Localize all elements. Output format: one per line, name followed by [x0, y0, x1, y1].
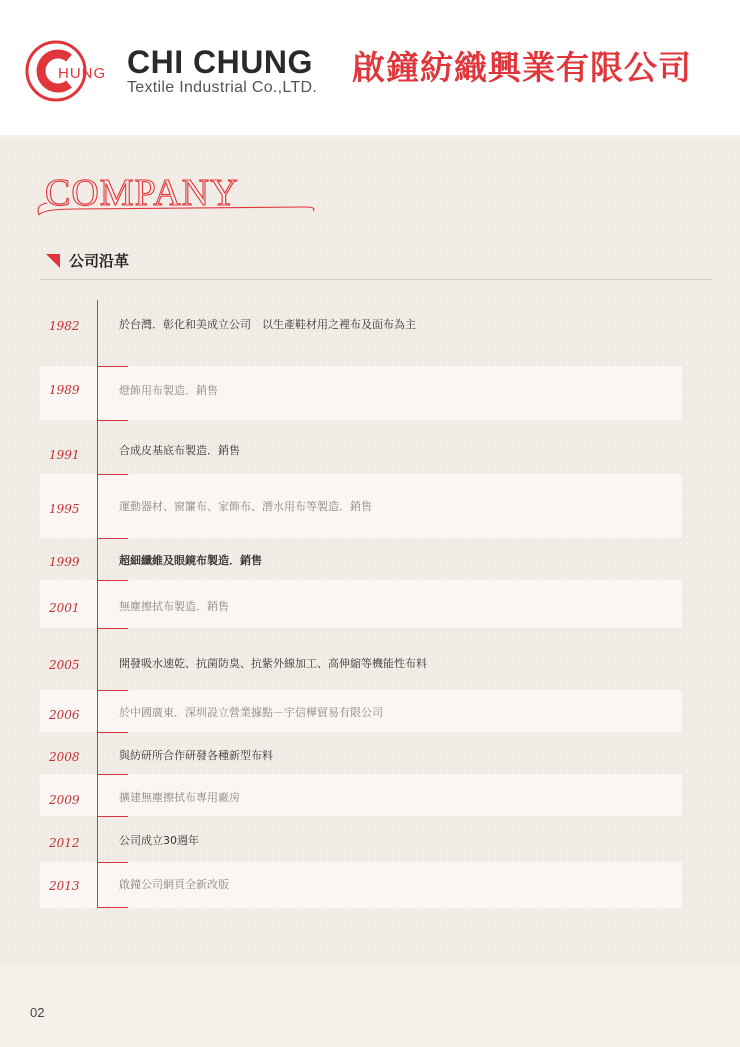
- timeline-tick: [97, 420, 128, 421]
- timeline-tick: [97, 538, 128, 539]
- timeline-event: 與紡研所合作研發各種新型布料: [119, 749, 273, 762]
- timeline-year: 2008: [49, 750, 80, 764]
- timeline-row: [40, 300, 682, 366]
- timeline-year: 1995: [49, 502, 80, 516]
- header: [0, 0, 740, 135]
- logo-letters: HUNG: [58, 65, 107, 82]
- timeline-year: 1991: [49, 448, 80, 462]
- timeline-year: 2005: [49, 658, 80, 672]
- timeline-tick: [97, 907, 128, 908]
- timeline-row: [40, 420, 682, 474]
- brand-name-zh: 啟鐘紡織興業有限公司: [352, 48, 692, 87]
- timeline-year: 1982: [49, 319, 80, 333]
- company-banner: [35, 165, 320, 225]
- timeline-event: 擴建無塵擦拭布專用廠房: [119, 791, 240, 804]
- svg-text:COMPANY: COMPANY: [45, 172, 239, 214]
- timeline-tick: [97, 862, 128, 863]
- timeline-event: 合成皮基底布製造．銷售: [119, 444, 240, 457]
- timeline-tick: [97, 366, 128, 367]
- timeline-row: [40, 628, 682, 690]
- section-heading: [46, 250, 129, 271]
- timeline-row: [40, 774, 682, 816]
- timeline-tick: [97, 580, 128, 581]
- timeline-event: 運動器材、窗簾布、家飾布、潛水用布等製造．銷售: [119, 500, 372, 513]
- timeline-tick: [97, 690, 128, 691]
- triangle-icon: [46, 254, 60, 268]
- footer: [0, 968, 740, 1047]
- timeline-year: 1999: [49, 555, 80, 569]
- timeline-tick: [97, 474, 128, 475]
- timeline-row: [40, 690, 682, 732]
- brand-name-en: CHI CHUNG: [127, 44, 313, 80]
- timeline-tick: [97, 816, 128, 817]
- timeline-event: 於中國廣東．深圳設立營業據點－宇信樺貿易有限公司: [119, 706, 383, 719]
- timeline-tick: [97, 628, 128, 629]
- timeline-year: 2009: [49, 793, 80, 807]
- timeline-year: 2001: [49, 601, 80, 615]
- timeline-row: [40, 538, 682, 580]
- timeline-event: 於台灣．彰化和美成立公司 以生產鞋材用之裡布及面布為主: [119, 318, 416, 331]
- timeline-year: 2006: [49, 708, 80, 722]
- brand-subtitle: Textile Industrial Co.,LTD.: [127, 79, 318, 96]
- timeline-row: [40, 366, 682, 420]
- page-number: 02: [30, 1005, 45, 1020]
- timeline-event: 燈飾用布製造．銷售: [119, 384, 218, 397]
- section-divider: [40, 279, 712, 280]
- timeline-tick: [97, 774, 128, 775]
- timeline-tick: [97, 732, 128, 733]
- timeline-row: [40, 816, 682, 862]
- timeline-year: 1989: [49, 383, 80, 397]
- timeline-year: 2013: [49, 879, 80, 893]
- section-title: 公司沿革: [69, 252, 130, 270]
- timeline-event: 開發吸水速乾、抗菌防臭、抗紫外線加工、高伸縮等機能性布料: [119, 657, 427, 670]
- timeline-row: [40, 862, 682, 908]
- history-timeline: [40, 300, 682, 908]
- timeline-row: [40, 474, 682, 538]
- timeline-event: 超細纖維及眼鏡布製造．銷售: [119, 554, 262, 567]
- timeline-row: [40, 732, 682, 774]
- timeline-year: 2012: [49, 836, 80, 850]
- timeline-event: 啟鐘公司網頁全新改版: [119, 878, 229, 891]
- timeline-event: 公司成立30週年: [119, 834, 199, 847]
- timeline-event: 無塵擦拭布製造．銷售: [119, 600, 229, 613]
- timeline-row: [40, 580, 682, 628]
